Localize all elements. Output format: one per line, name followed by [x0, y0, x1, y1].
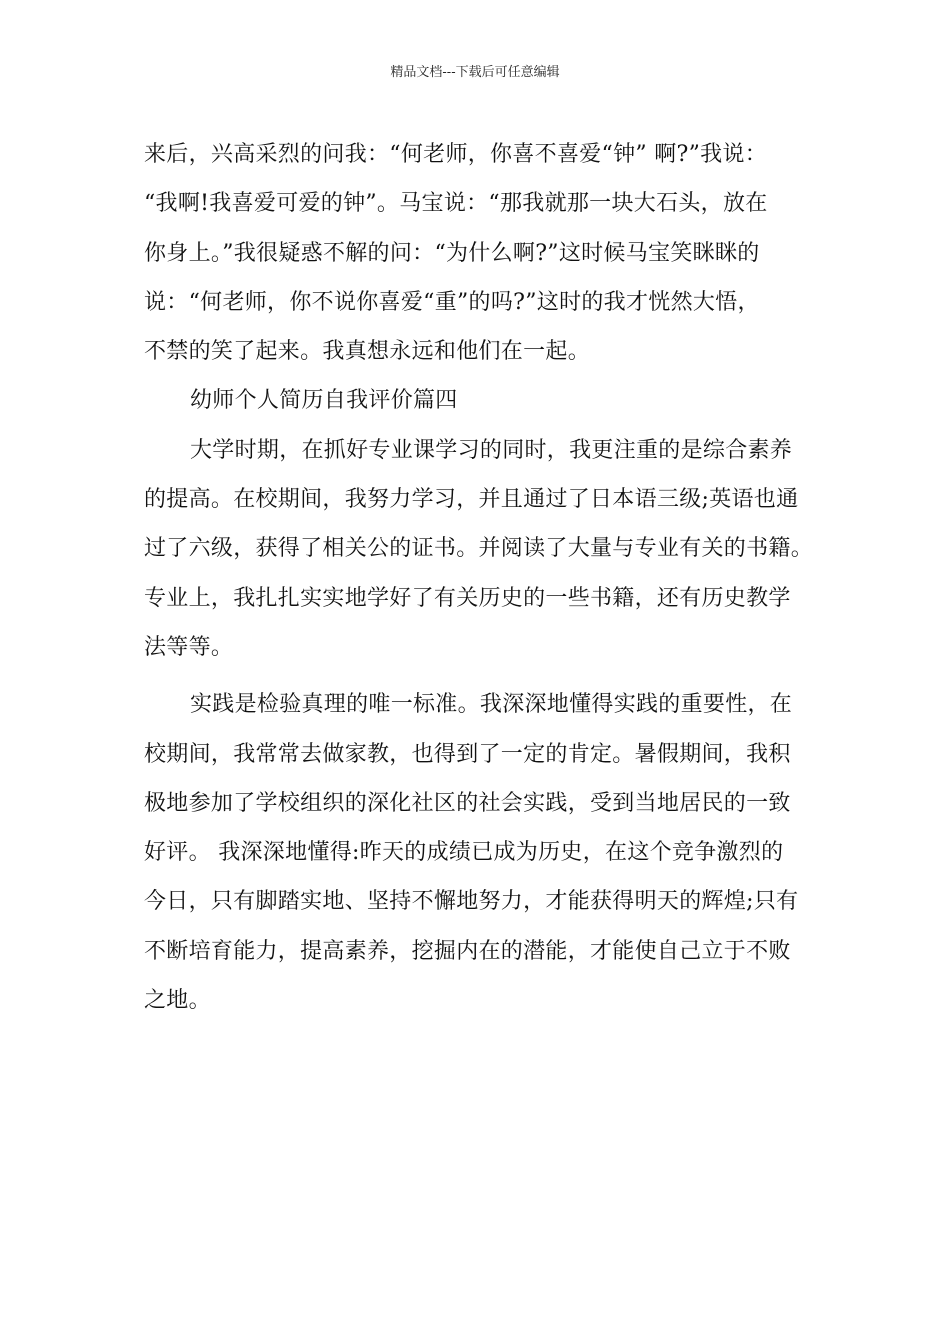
text-line: 过了六级，获得了相关公的证书。并阅读了大量与专业有关的书籍。: [144, 536, 814, 562]
text-line: 不断培育能力，提高素养，挖掘内在的潜能，才能使自己立于不败: [144, 938, 791, 964]
text-line: 法等等。: [144, 634, 234, 660]
paragraph-start: 大学时期，在抓好专业课学习的同时，我更注重的是综合素养: [190, 437, 793, 463]
text-line: 的提高。在校期间，我努力学习，并且通过了日本语三级;英语也通: [144, 487, 799, 513]
text-line: 好评。 我深深地懂得:昨天的成绩已成为历史，在这个竞争激烈的: [144, 840, 784, 866]
paragraph-start: 实践是检验真理的唯一标准。我深深地懂得实践的重要性，在: [190, 692, 793, 718]
paragraph-gap: [144, 672, 824, 680]
section-heading: 幼师个人简历自我评价篇四: [190, 388, 458, 414]
text-line: 校期间，我常常去做家教，也得到了一定的肯定。暑假期间，我积: [144, 741, 791, 767]
page-header: 精品文档---下载后可任意编辑: [390, 65, 560, 80]
text-line: 说：“何老师，你不说你喜爱“重”的吗?”这时的我才恍然大悟，: [144, 289, 760, 315]
text-line: 今日，只有脚踏实地、坚持不懈地努力，才能获得明天的辉煌;只有: [144, 889, 799, 915]
text-line: 之地。: [144, 988, 211, 1014]
text-line: 专业上，我扎扎实实地学好了有关历史的一些书籍，还有历史教学: [144, 585, 791, 611]
document-body: [144, 130, 824, 1025]
text-line: 极地参加了学校组织的深化社区的社会实践，受到当地居民的一致: [144, 790, 791, 816]
text-line: 来后，兴高采烈的问我：“何老师，你喜不喜爱“钟” 啊?”我说：: [144, 142, 768, 167]
text-line: “我啊!我喜爱可爱的钟”。马宝说：“那我就那一块大石头，放在: [144, 191, 768, 217]
text-line: 不禁的笑了起来。我真想永远和他们在一起。: [144, 339, 591, 365]
text-line: 你身上。”我很疑惑不解的问：“为什么啊?”这时候马宝笑眯眯的: [144, 240, 760, 266]
